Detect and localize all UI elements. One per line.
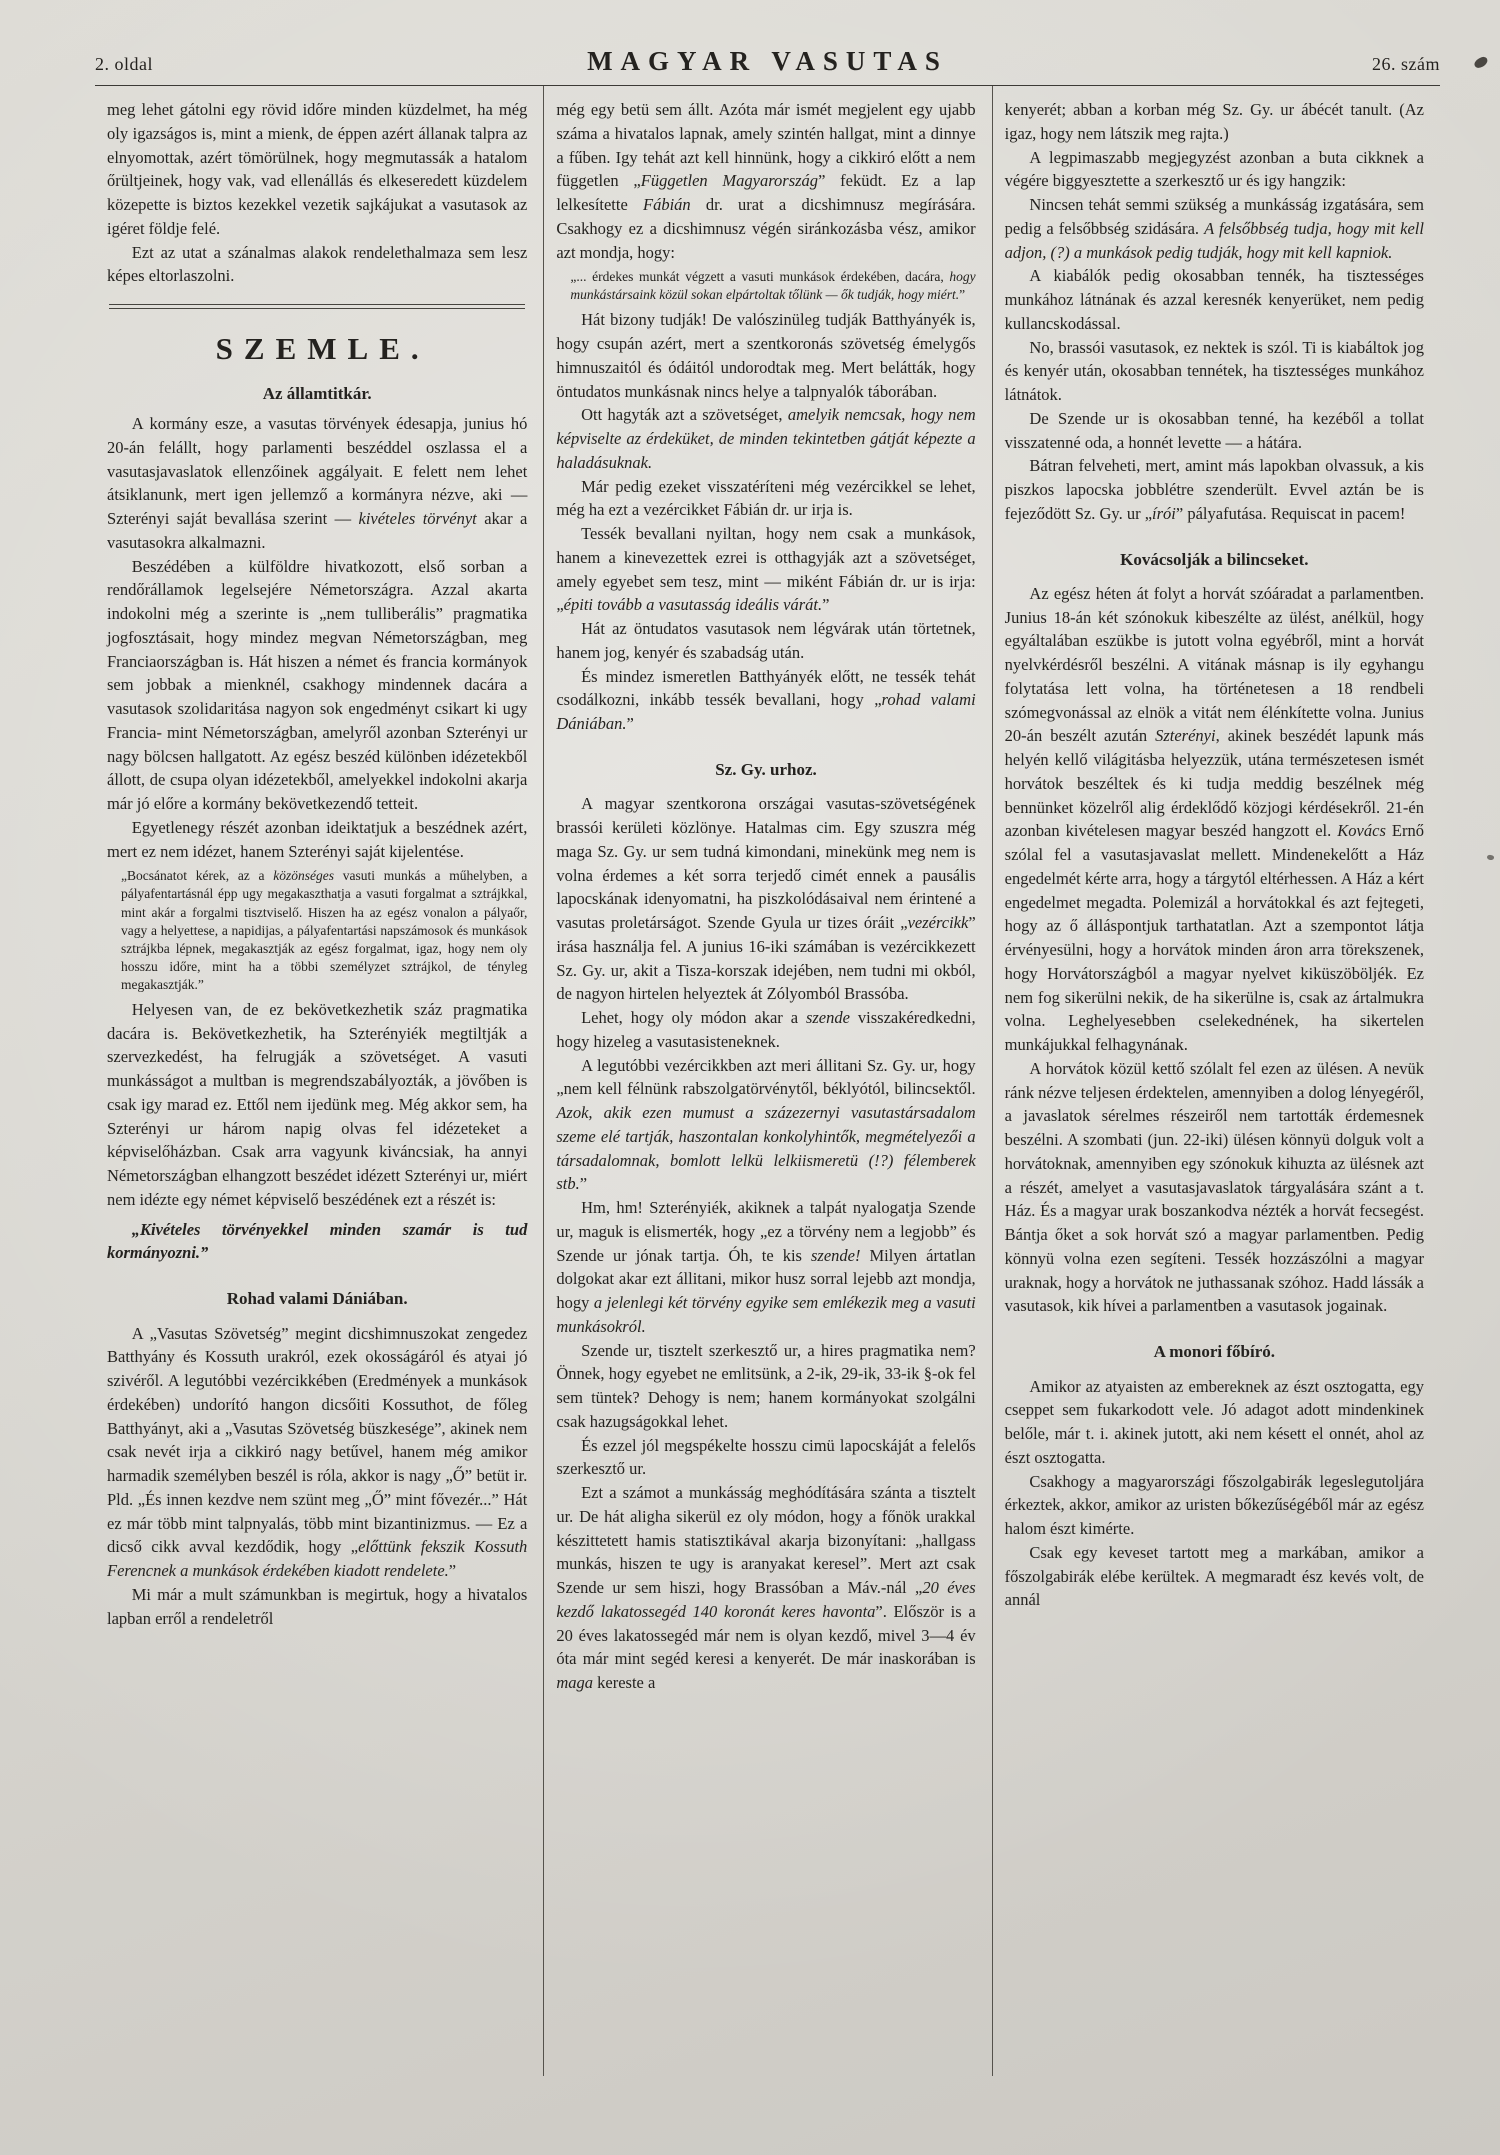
paragraph: Szende ur, tisztelt szerkesztő ur, a hires pragmatika nem? Önnek, hogy egyebet ne emlitsünk, a 2-ik, 29-ik, 33-ik §-ok fel sem tüntek? Dehogy is nem; hanem kormányokat szolgálni csak hazugságokkal lehet. — [556, 1340, 976, 1431]
page-content — [95, 46, 1440, 2119]
paragraph: Hm, hm! Szterényiék, akiknek a talpát nyalogatja Szende ur, maguk is elismerték, hogy „ez a törvény nem a legjobb” és Szende ur jónak tartja. Óh, te kis szende! Milyen ártatlan dolgokat akar ezt állitani, mikor husz sorral lejebb azt mondja, hogy a jelenlegi két törvény egyike sem emlékezik meg a vasuti munkásokról. — [556, 1198, 976, 1336]
article-heading: A monori főbíró. — [1153, 1342, 1275, 1362]
section-title: SZEMLE. — [215, 331, 430, 366]
article-heading: Kovácsolják a bilincseket. — [1120, 549, 1309, 569]
paragraph: Lehet, hogy oly módon akar a szende visszakéredkedni, hogy hizeleg a vasutasisteneknek. — [556, 1008, 976, 1051]
paragraph: Tessék bevallani nyiltan, hogy nem csak a munkások, hanem a kinevezettek ezrei is otthagyják azt a szövetséget, amely egyebet sem tesz, mint — miként Fábián dr. ur is irja: „épiti tovább a vasutasság ideális várát.” — [556, 524, 976, 615]
page-number: 2. oldal — [95, 54, 153, 74]
article-columns — [95, 86, 1440, 2076]
paragraph: A horvátok közül kettő szólalt fel ezen az ülésen. A nevük ránk nézve teljesen érdektelen, amennyiben a dolog lényegéről, a javaslatok sérelmes részeiről nem tartották érdemesnek beszélni. A szombati (jun. 22-iki) ülésen könnyü dolguk volt a horvátoknak, amennyiben egy szónokuk kihuzta az ülésnek azt a részét, amelyet a vasutasjavaslatok tárgyalására szánt a t. Ház. És a magyar urak boszankodva nézték a horvát fecsegést. Bántja őket a sok horvát szó a magyar parlamentben. Pedig könnyü volna ezen segíteni. Tessék hozzászólni a magyar uraknak, hogy a horvátok ne juthassanak szóhoz. Hadd lássák a vasutasok, kik hívei a parlamentben a vasutasok jogainak. — [1004, 1058, 1424, 1316]
paragraph: Ott hagyták azt a szövetséget, amelyik nemcsak, hogy nem képviselte az érdeküket, de minden tekintetben gátját képezte a haladásuknak. — [556, 405, 976, 472]
paragraph: Az egész héten át folyt a horvát szóáradat a parlamentben. Junius 18-án két szónokuk kibeszélte az ülést, anélkül, hogy egyáltalában eszükbe is jutott volna egyébről, mint a horvát nyelvkérdésről beszélni. A vitának másnap is ily egyhangu folytatása lett volna, ha történetesen a 18 rendbeli szómegvonással az elnök a vitát nem élénkítette volna. Junius 20-án beszélt azután Szterényi, akinek beszédét lapunk más helyén kellő világitásba helyezzük, utána természetesen ismét horvátok beszéltek és ki tudja meddig beszélnek még bennünket közelről alig érdeklődő közjogi kérdésekről. 21-én azonban kivételesen magyar beszéd hangzott el. Kovács Ernő szólal fel a vasutasjavaslat mellett. Mindenekelőtt a Ház engedelmét kérte arra, hogy a tárgytól eltérhessen. A Ház a kért engedelmet megadta. Polemizál a horvátokkal és azt fejtegeti, hogy az ő álláspontjuk tarthatatlan. Azt a szempontot látja érvényesülni, hogy a horvátok minden áron arra törekszenek, hogy Horvátországból a magyar nyelvet kiküszöböljék. Ez nem fog sikerülni nekik, de ha sikerülne is, csak az ártalmukra volna. Leghelyesebben cselekednének, ha sikertelen munkájukkal felhagynának. — [1004, 583, 1424, 1055]
article-heading: Az államtitkár. — [262, 383, 372, 403]
paragraph: És mindez ismeretlen Batthyányék előtt, ne tessék tehát csodálkozni, inkább tessék bevallani, hogy „rohad valami Dániában.” — [556, 666, 976, 734]
column-1 — [95, 86, 543, 2076]
paragraph: No, brassói vasutasok, ez nektek is szól. Ti is kiabáltok jog és kenyér után, okosabban tennétek, ha tisztességes munkához látnátok. — [1004, 337, 1424, 404]
column-2 — [543, 86, 991, 2076]
paragraph: még egy betü sem állt. Azóta már ismét megjelent egy ujabb száma a hivatalos lapnak, amely szintén hallgat, mint a dinnye a fűben. Igy tehát azt kell hinnünk, hogy a cikkiró előtt a nem független „Független Magyarország” feküdt. Ez a lap lelkesítette Fábián dr. urat a dicshimnusz megírására. Csakhogy ez a dicshimnusz végén siránkozásba vész, amikor azt mondja, hogy: — [556, 100, 976, 262]
paragraph: Mi már a mult számunkban is megirtuk, hogy a hivatalos lapban erről a rendeletről — [107, 1584, 528, 1628]
paragraph: kenyerét; abban a korban még Sz. Gy. ur ábécét tanult. (Az igaz, hogy nem látszik meg rajta.) — [1004, 100, 1424, 143]
paragraph: A „Vasutas Szövetség” megint dicshimnuszokat zengedez Batthyány és Kossuth urakról, ezek okosságáról és atyai jó szivéről. A legutóbbi vezércikkében (Eredmények a munkások érdekében) undorító hangon dicsőiti Kossuthot, de főleg Batthyányt, aki a „Vasutas Szövetség büszkesége”, akinek nem csak nevét irja a cikkiró nagy betűvel, hanem még amikor harmadik személyben beszél is róla, akkor is nagy „Ő” betüt ir. Pld. „És innen kezdve nem szünt meg „Ő” mint fővezér...” Hát ez már több mint talpnyalás, több mint bizantinizmus. — Ez a dicső cikk avval kezdődik, hogy „előttünk fekszik Kossuth Ferencnek a munkások érdekében kiadott rendelete.” — [107, 1323, 528, 1581]
paragraph: A legutóbbi vezércikkben azt meri állitani Sz. Gy. ur, hogy „nem kell félnünk rabszolgatörvénytől, béklyótól, bilincsektől. Azok, akik ezen mumust a százezernyi vasutastársadalom szeme elé tartják, haszontalan konkolyhintők, megmételyezői a társadalomnak, bomlott lelkü lelkiismeretü (!?) félemberek stb.” — [556, 1055, 976, 1194]
paragraph: Csak egy keveset tartott meg a markában, amikor a főszolgabirák elébe kerültek. A megmaradt ész kevés volt, de annál — [1004, 1542, 1424, 1610]
paragraph: A legpimaszabb megjegyzést azonban a buta cikknek a végére biggyesztette a szerkesztő ur és igy hangzik: — [1004, 147, 1424, 191]
quote-block: „Bocsánatot kérek, az a közönséges vasuti munkás a műhelyben, a pályafentartásnál épp ugy megakaszthatja a vasuti forgalmat a sztrájkkal, mint akár a forgalmi tisztviselő. Hiszen ha az egész vonalon a pályaőr, vagy a helyettese, a napidijas, a pályafentartási napszámosok és munkások sztrájkba lépnek, megakasztják az egész forgalmat, igaz, hogy nem oly hosszu időre, mint ha a többi személyzet sztrájkol, de tényleg megakasztják.” — [121, 868, 528, 992]
paragraph: Hát bizony tudják! De valószinüleg tudják Batthyányék is, hogy csupán azért, mert a szentkoronás szövetség émelygős himnuszaitól és ódáitól undorodtak meg. Mert belátták, hogy öntudatos munkásnak nincs helye a talpnyalók táborában. — [556, 310, 976, 401]
paragraph: Helyesen van, de ez bekövetkezhetik száz pragmatika dacára is. Bekövetkezhetik, ha Szterényiék megtiltják a szervezkedést, ha felrugják a szövetséget. A vasuti munkásságot a multban is megrendszabályozták, a jövőben is csak igy marad ez. Ettől nem ijedünk meg. Még akkor sem, ha Szterényi ur három napig olvas fel idézeteket a képviselőházban. Csak arra vagyunk kiváncsiak, ha annyi Németországban elhangzott beszédet idézett Szterényi ur, miért nem idézte egy német képviselő beszédének ezt a részét is: — [107, 999, 528, 1209]
article-heading: Rohad valami Dániában. — [226, 1289, 408, 1309]
paragraph: Egyetlenegy részét azonban ideiktatjuk a beszédnek azért, mert ez nem idézet, hanem Szterényi saját kijelentése. — [107, 817, 528, 861]
paragraph: meg lehet gátolni egy rövid időre minden küzdelmet, ha még oly igazságos is, mint a mienk, de éppen azért állanak talpra az elnyomottak, azért tömörülnek, hogy megmutassák a hatalom őrültjeinek, hogy vak, vad ellenállás és elkeseredett küzdelem közepette is biztos kezekkel vezetik sajkájukat a vasutasok az igéret földje felé. — [107, 100, 528, 238]
article-heading: Sz. Gy. urhoz. — [715, 759, 817, 779]
page-header — [95, 46, 1440, 77]
section-separator — [109, 304, 525, 309]
quote-block: „... érdekes munkát végzett a vasuti munkások érdekében, dacára, hogy munkástársaink közül sokan elpártoltak tőlünk — ők tudják, hogy miért.” — [570, 269, 976, 303]
paragraph: Nincsen tehát semmi szükség a munkásság izgatására, sem pedig a felsőbbség szidására. A felsőbbség tudja, hogy mit kell adjon, (?) a munkások pedig tudják, hogy mit kell kapniok. — [1004, 195, 1424, 262]
paragraph: Ezt a számot a munkásság meghódítására szánta a tisztelt ur. De hát aligha sikerül ez oly módon, hogy a főnök urakkal készittetett hamis statisztikával akarja bizonyítani: „hallgass munkás, hiszen te ugy is aranyakat keresel”. Mert azt csak Szende ur sem hiszi, hogy Brassóban a Máv.-nál „20 éves kezdő lakatossegéd 140 koronát keres havonta”. Először is a 20 éves lakatossegéd már nem is olyan kezdő, mivel 3—4 év óta már mint segéd keresi a kenyerét. De már inaskorában is maga kereste a — [556, 1483, 976, 1693]
ink-speck — [1486, 854, 1494, 861]
quote-emphasis: „Kivételes törvényekkel minden szamár is tud kormányozni.” — [107, 1219, 528, 1263]
paragraph: A magyar szentkorona országai vasutas-szövetségének brassói kerületi közlönye. Hatalmas cim. Egy szuszra még maga Sz. Gy. ur sem tudná kimondani, minekünk meg nem is volna érdemes a két sorra terjedő cimét ennek a pausális lapocskának idenyomatni, ha piszkolódásaival nem érintené a vasutas proletárságot. Szende Gyula ur tizes óráit „vezércikk” irása használja fel. A junius 16-iki számában is vezércikkezett Sz. Gy. ur, akit a Tisza-korszak idejében, nem tudni mi okból, de nagyon hirtelen helyeztek át Zólyomból Brassóba. — [556, 794, 976, 1004]
column-3 — [992, 86, 1440, 2076]
paragraph: Beszédében a külföldre hivatkozott, első sorban a rendőrállamok legelsejére Németországra. Azzal akarta indokolni még a szerinte is „nem tulliberális” pragmatika jogfosztásait, hogy mindez megvan Németországban, meg Franciaországban is. Hát hiszen a német és francia kormányok sem jobbak a mienknél, csakhogy mindennek dacára a vasutasok szolidaritása nagyon sok engedményt csikart ki ugy Francia- mint Németországban, amelyről azonban Szterényi ur nagy bölcsen hallgatott. Az egész beszéd különben idézetekből állott, de csupa olyan idézetekből, amelyekkel indokolni akarja már jó előre a kormány bekövetkezendő tetteit. — [107, 556, 528, 814]
paragraph: Már pedig ezeket visszatéríteni még vezércikkel se lehet, még ha ezt a vezércikket Fábián dr. ur irja is. — [556, 476, 976, 520]
paragraph: A kormány esze, a vasutas törvények édesapja, junius hó 20-án felállt, hogy parlamenti beszéddel oszlassa el a vasutasjavaslatok ellenzőinek aggályait. E felett nem lehet átsiklanunk, mert igen jellemző a kormányra nézve, aki — Szterényi saját bevallása szerint — kivételes törvényt akar a vasutasokra alkalmazni. — [107, 414, 528, 552]
masthead-title: MAGYAR VASUTAS — [587, 46, 948, 76]
paragraph: De Szende ur is okosabban tenné, ha kezéből a tollat visszatenné oda, a honnét levette — a hátára. — [1004, 408, 1424, 452]
paragraph: Csakhogy a magyarországi főszolgabirák legeslegutoljára érkeztek, akkor, amikor az uristen bőkezűségéből már az egész halom észt kimérte. — [1004, 1471, 1424, 1539]
issue-number: 26. szám — [1372, 54, 1440, 74]
paragraph: És ezzel jól megspékelte hosszu cimü lapocskáját a felelős szerkesztő ur. — [556, 1435, 976, 1479]
paragraph: Ezt az utat a szánalmas alakok rendelethalmaza sem lesz képes eltorlaszolni. — [107, 242, 528, 286]
ink-speck — [1473, 55, 1490, 70]
paragraph: A kiabálók pedig okosabban tennék, ha tisztességes munkához látnának és azzal keresnék kenyerüket, nem pedig kullancskodással. — [1004, 266, 1424, 333]
paragraph: Amikor az atyaisten az embereknek az észt osztogatta, egy cseppet sem fukarkodott vele. Jó adagot adott mindenkinek belőle, már t. i. akinek jutott, aki nem késett el onnét, ahol az észt osztogatta. — [1004, 1376, 1424, 1467]
paragraph: Hát az öntudatos vasutasok nem légvárak után törtetnek, hanem jog, kenyér és szabadság után. — [556, 619, 976, 662]
paragraph: Bátran felveheti, mert, amint más lapokban olvassuk, a kis piszkos lapocska jobblétre szenderült. Evvel aztán be is fejeződött Sz. Gy. ur „írói” pályafutása. Requiscat in pacem! — [1004, 456, 1424, 523]
